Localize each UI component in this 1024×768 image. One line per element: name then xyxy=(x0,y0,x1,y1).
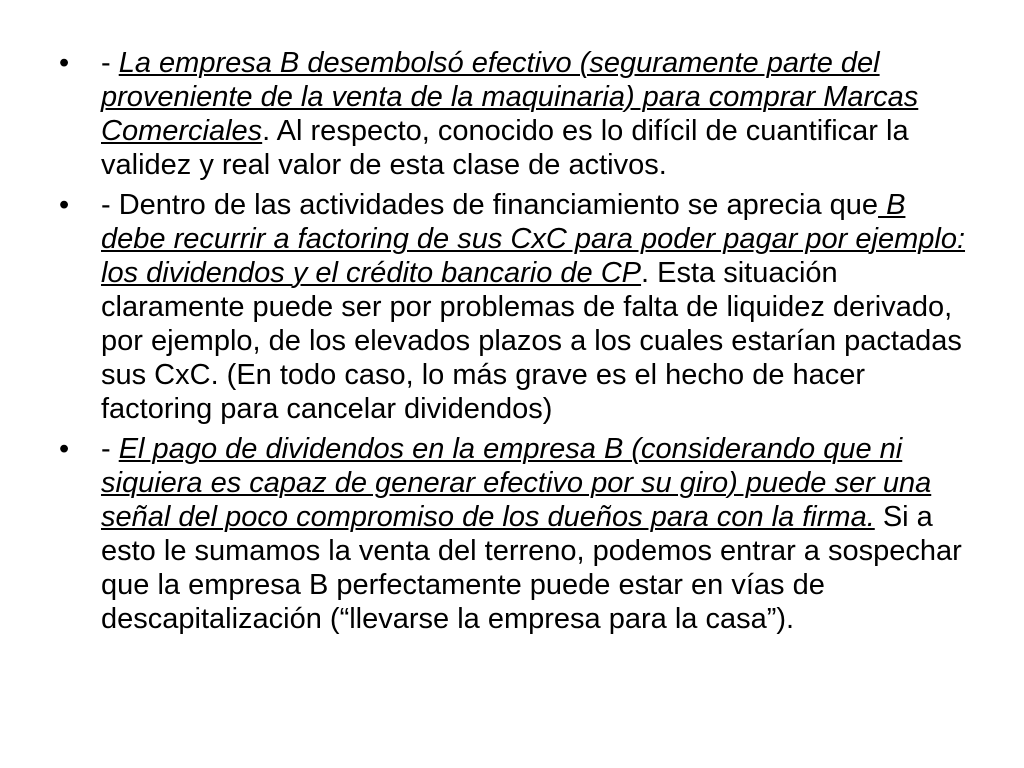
bullet-item-2 xyxy=(55,188,975,426)
bullet-3-prefix: - xyxy=(101,433,119,465)
bullet-marker: • xyxy=(59,47,70,79)
bullet-1-rest: . Al respecto, conocido es lo difícil de cuantificar la validez y real valor de esta clase de activos. xyxy=(101,115,909,181)
bullet-2-emphasis: B debe recurrir a factoring de sus CxC para poder pagar por ejemplo: los dividendos y el crédito bancario de CP xyxy=(101,189,966,289)
bullet-2-rest: . Esta situación claramente puede ser por problemas de falta de liquidez derivado, por ejemplo, de los elevados plazos a los cuales estarían pactadas sus CxC. (En todo caso, lo más grave es el hecho de hacer factoring para cancelar dividendos) xyxy=(101,257,962,425)
bullet-list xyxy=(55,46,975,642)
bullet-1-emphasis: La empresa B desembolsó efectivo (seguramente parte del proveniente de la venta de la maquinaria) para comprar Marcas Comerciales xyxy=(101,47,919,147)
bullet-item-3 xyxy=(55,432,975,636)
bullet-1-prefix: - xyxy=(101,47,119,79)
bullet-marker: • xyxy=(59,433,70,465)
bullet-marker: • xyxy=(59,189,70,221)
bullet-item-1 xyxy=(55,46,975,182)
bullet-3-rest: Si a esto le sumamos la venta del terreno, podemos entrar a sospechar que la empresa B perfectamente puede estar en vías de descapitalización (“llevarse la empresa para la casa”). xyxy=(101,501,962,635)
bullet-2-prefix: - Dentro de las actividades de financiamiento se aprecia que xyxy=(101,189,879,221)
bullet-3-emphasis: El pago de dividendos en la empresa B (considerando que ni siquiera es capaz de generar efectivo por su giro) puede ser una señal del poco compromiso de los dueños para con la firma. xyxy=(101,433,932,533)
